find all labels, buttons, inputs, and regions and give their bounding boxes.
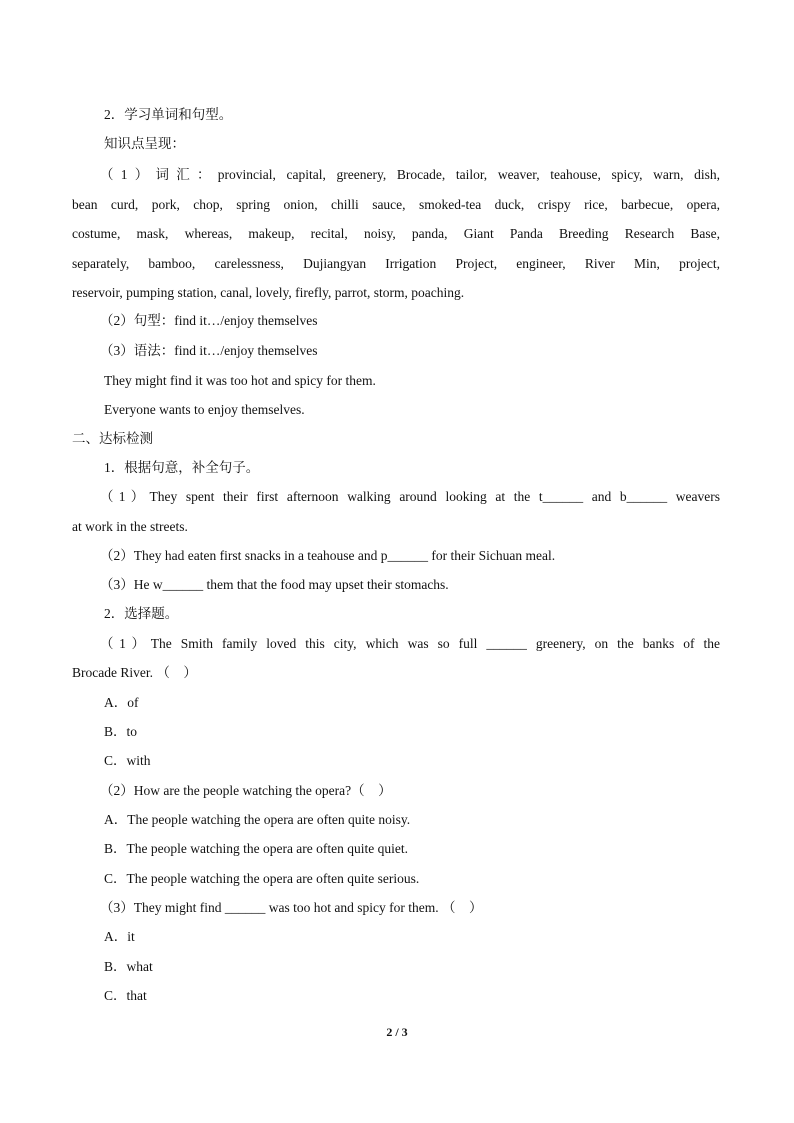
- option: A．it: [104, 929, 135, 944]
- option: C．with: [104, 753, 151, 768]
- question-text: at work in the streets.: [72, 519, 188, 534]
- option: A．of: [104, 695, 139, 710]
- exercise-heading: 2．选择题。: [104, 606, 179, 621]
- section-heading: 二、达标检测: [72, 431, 153, 446]
- vocab-line: costume, mask, whereas, makeup, recital, noisy, panda, Giant Panda Breeding Research Base,: [72, 226, 720, 241]
- vocab-line: （1）词汇：provincial, capital, greenery, Brocade, tailor, weaver, teahouse, spicy, warn, dish,: [100, 167, 720, 182]
- option: C．The people watching the opera are often quite serious.: [104, 871, 420, 886]
- option: A．The people watching the opera are often quite noisy.: [104, 812, 411, 827]
- section-heading: 2．学习单词和句型。: [104, 107, 233, 122]
- question-text: （3）They might find ______ was too hot and spicy for them. （ ）: [100, 900, 483, 915]
- vocab-line: separately, bamboo, carelessness, Dujiangyan Irrigation Project, engineer, River Min, project,: [72, 256, 720, 271]
- vocab-line: bean curd, pork, chop, spring onion, chilli sauce, smoked-tea duck, crispy rice, barbecue, opera,: [72, 197, 720, 212]
- question-text: （1）The Smith family loved this city, which was so full ______ greenery, on the banks of the: [100, 636, 720, 651]
- grammar: （3）语法：find it…/enjoy themselves: [100, 343, 318, 358]
- example-sentence: Everyone wants to enjoy themselves.: [104, 402, 305, 417]
- option: B．what: [104, 959, 153, 974]
- sentence-pattern: （2）句型：find it…/enjoy themselves: [100, 313, 318, 328]
- page-number: 2 / 3: [386, 1025, 408, 1039]
- option: B．The people watching the opera are often quite quiet.: [104, 841, 409, 856]
- exercise-heading: 1．根据句意，补全句子。: [104, 460, 260, 475]
- question-text: （3）He w______ them that the food may upset their stomachs.: [100, 577, 449, 592]
- subheading: 知识点呈现：: [104, 136, 185, 151]
- question-text: （2）How are the people watching the opera?（ ）: [100, 783, 392, 798]
- question-text: Brocade River. （ ）: [72, 665, 197, 680]
- option: C．that: [104, 988, 147, 1003]
- question-text: （1）They spent their first afternoon walking around looking at the t______ and b______ weavers: [100, 489, 720, 504]
- question-text: （2）They had eaten first snacks in a teahouse and p______ for their Sichuan meal.: [100, 548, 556, 563]
- option: B．to: [104, 724, 138, 739]
- vocab-line: reservoir, pumping station, canal, lovely, firefly, parrot, storm, poaching.: [72, 285, 465, 300]
- example-sentence: They might find it was too hot and spicy for them.: [104, 373, 376, 388]
